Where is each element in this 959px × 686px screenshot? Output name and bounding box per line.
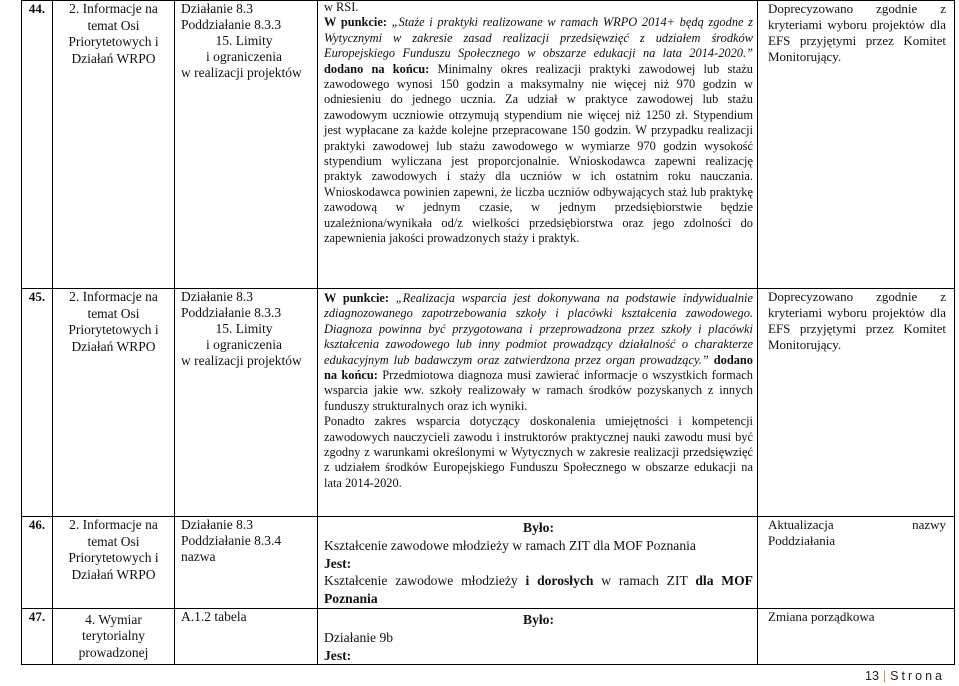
change-description: Było: Kształcenie zawodowe młodzieży w ramach ZIT dla MOF Poznania Jest: Kształcenie zawodowe młodzieży i dorosłych w ramach ZIT dla MOF Poznania: [324, 520, 753, 607]
part-text: 2. Informacje na temat Osi Priorytetowych i Działań WRPO: [68, 289, 159, 354]
table-row: [22, 517, 955, 609]
row-number: 45.: [28, 289, 46, 304]
subsection-text: Działanie 8.3 Poddziałanie 8.3.3 15. Limity i ograniczenia w realizacji projektów: [181, 289, 302, 368]
subsection-cell: [175, 1, 318, 289]
subsection-cell: [175, 517, 318, 609]
change-description: W punkcie: „Realizacja wsparcia jest dokonywana na podstawie indywidualnie zdiagnozowanego zapotrzebowania szkoły i placówki kształcenia zawodowego. Diagnoza powinna być przygotowana i przeprowadzona przez szkoły i placówki kształcenia zawodowego lub inny podmiot prowadzący działalność o charakterze edukacyjnym lub badawczym oraz zatwierdzona przez organ prowadzący.” dodano na końcu: Przedmiotowa diagnoza musi zawierać informacje o wszystkich formach wsparcia jakie ww. szkoły realizowały w ramach środków pozyskanych z innych funduszy strukturalnych oraz ich wyniki. Ponadto zakres wsparcia dotyczący doskonalenia umiejętności i kompetencji zawodowych nauczycieli zawodu i instruktorów praktycznej nauki zawodu musi być zgodny z warunkami określonymi w Wytycznych w zakresie realizacji przedsięwzięć z udziałem środków Europejskiego Funduszu Społecznego w obszarze edukacji na lata 2014-2020.: [324, 291, 753, 490]
row-number: 46.: [28, 517, 46, 532]
justification-text: Aktualizacja nazwy Poddziałania: [768, 517, 946, 548]
row-number-cell: [22, 289, 53, 517]
justification-cell: [758, 608, 955, 664]
change-description-cell: [318, 517, 758, 609]
part-text: 2. Informacje na temat Osi Priorytetowych i Działań WRPO: [68, 1, 159, 66]
subsection-cell: [175, 289, 318, 517]
justification-cell: [758, 1, 955, 289]
table-row: [22, 1, 955, 289]
page-number: 13: [865, 669, 879, 683]
change-description-cell: [318, 1, 758, 289]
subsection-text: Działanie 8.3 Poddziałanie 8.3.3 15. Limity i ograniczenia w realizacji projektów: [181, 1, 302, 80]
part-cell: [53, 289, 175, 517]
justification-text: Doprecyzowano zgodnie z kryteriami wyboru projektów dla EFS przyjętymi przez Komitet Monitorujący.: [768, 1, 946, 64]
change-description-cell: [318, 608, 758, 664]
justification-text: Zmiana porządkowa: [768, 608, 875, 624]
row-number: 47.: [28, 608, 46, 624]
part-text: 4. Wymiar terytorialny prowadzonej: [78, 611, 149, 660]
row-number: 44.: [28, 1, 46, 16]
page-word: Strona: [890, 669, 945, 683]
footer-separator: |: [882, 669, 887, 683]
table-row: [22, 289, 955, 517]
row-number-cell: [22, 517, 53, 609]
page-footer: [865, 669, 945, 683]
change-description: Było: Działanie 9b Jest:: [324, 611, 554, 663]
part-cell: [53, 608, 175, 664]
justification-cell: [758, 289, 955, 517]
subsection-text: Działanie 8.3 Poddziałanie 8.3.4 nazwa: [181, 517, 282, 564]
changes-table: [21, 0, 955, 665]
table-row: [22, 608, 955, 664]
justification-text: Doprecyzowano zgodnie z kryteriami wyboru projektów dla EFS przyjętymi przez Komitet Monitorujący.: [768, 289, 946, 352]
change-description: w RSI. W punkcie: „Staże i praktyki realizowane w ramach WRPO 2014+ będą zgodne z Wytycznymi w zakresie zasad realizacji przedsięwzięć z udziałem środków Europejskiego Funduszu Społecznego w obszarze edukacji na lata 2014-2020.” dodano na końcu: Minimalny okres realizacji praktyki zawodowej lub stażu zawodowego wynosi 150 godzin a maksymalny nie więcej niż 970 godzin w odniesieniu do jednego ucznia. Za udział w praktyce zawodowej lub stażu zawodowym uczniowie otrzymują stypendium nie więcej niż 1250 zł. Stypendium jest wypłacane za każde kolejne przepracowane 150 godzin. W przypadku realizacji praktyki zawodowej lub stażu zawodowego w wymiarze 970 godzin wysokość stypendium wyliczana jest proporcjonalnie. Wnioskodawca zapewni realizację praktyk zawodowych i staży dla uczniów w ich ostatnim roku nauczania. Wnioskodawca powinien zapewni, że liczba uczniów odbywających staż lub praktykę zawodową w jednym czasie, w jednym przedsiębiorstwie będzie uzależniona/wynikała od/z wielkości przedsiębiorstwa oraz jego zdolności do zapewnienia jakości prowadzonych staży i praktyk.: [324, 0, 753, 246]
part-text: 2. Informacje na temat Osi Priorytetowych i Działań WRPO: [68, 517, 159, 582]
justification-cell: [758, 517, 955, 609]
subsection-cell: [175, 608, 318, 664]
subsection-text: A.1.2 tabela: [181, 608, 247, 624]
row-number-cell: [22, 1, 53, 289]
part-cell: [53, 1, 175, 289]
part-cell: [53, 517, 175, 609]
row-number-cell: [22, 608, 53, 664]
change-description-cell: [318, 289, 758, 517]
